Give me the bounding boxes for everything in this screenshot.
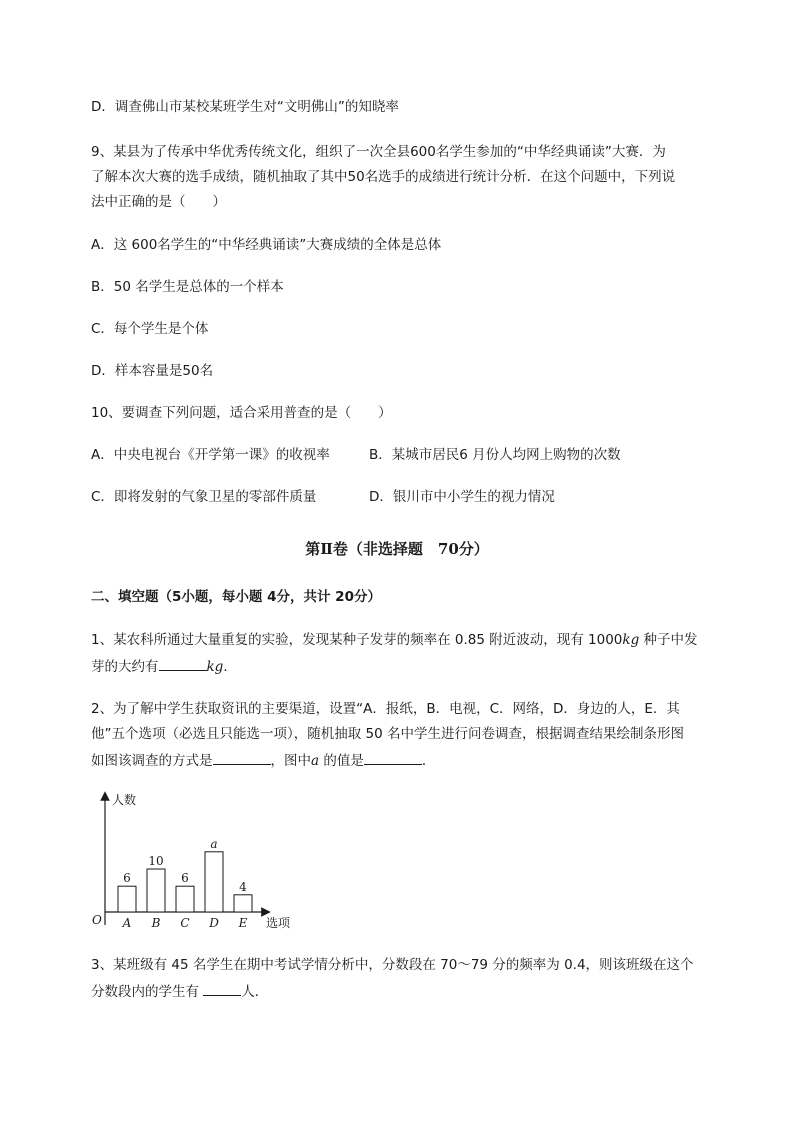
q10-option-d: D．银川市中小学生的视力情况 [369, 489, 555, 505]
section-2-title: 第Ⅱ卷（非选择题 70分） [305, 540, 489, 558]
fill-q1-text-c: 芽的大约有 [91, 659, 159, 675]
fill-q2-text-c: 的值是 [319, 753, 364, 769]
q10-option-b: B．某城市居民6 月份人均网上购物的次数 [369, 447, 621, 463]
q10-option-a: A．中央电视台《开学第一课》的收视率 [91, 447, 330, 463]
x-axis-label: 选项 [266, 916, 291, 930]
category-label-d: D [209, 916, 219, 930]
bar-a [118, 886, 136, 912]
category-label-c: C [180, 916, 190, 930]
category-label-e: E [238, 916, 248, 930]
q8-option-d: D．调查佛山市某校某班学生对“文明佛山”的知晓率 [91, 99, 399, 115]
fill-q1-unit-kg-2: kg [206, 659, 224, 675]
q10-stem: 10、要调查下列问题，适合采用普查的是（ ） [91, 405, 392, 421]
fill-q3-line-2 [91, 981, 268, 1002]
bar-b [147, 869, 165, 912]
q10-option-c: C．即将发射的气象卫星的零部件质量 [91, 489, 317, 505]
fill-q3-text-a: 分数段内的学生有 [91, 984, 204, 1000]
q9-option-b: B．50 名学生是总体的一个样本 [91, 279, 284, 295]
fill-q2-text-b: ，图中 [270, 753, 311, 769]
fill-q3-line-1: 3、某班级有 45 名学生在期中考试学情分析中，分数段在 70～79 分的频率为 0.4，则该班级在这个 [91, 957, 694, 973]
bars-group [118, 837, 252, 930]
bar-value-label-e: 4 [239, 879, 247, 894]
bar-e [234, 895, 252, 912]
category-label-a: A [122, 916, 132, 930]
q9-option-c: C．每个学生是个体 [91, 321, 209, 337]
bar-d [205, 852, 223, 912]
bar-value-label-a: 6 [123, 871, 131, 886]
fill-q2-blank-2[interactable] [364, 750, 422, 765]
fill-q2-text-a: 如图该调查的方式是 [91, 753, 213, 769]
bar-value-label-b: 10 [148, 854, 164, 868]
fill-q2-var-a: a [311, 753, 320, 769]
category-label-b: B [151, 916, 161, 930]
fill-q1-unit-kg: kg [622, 632, 640, 648]
q9-stem-line-3: 法中正确的是（ ） [91, 194, 226, 210]
bar-value-label-c: 6 [181, 871, 189, 886]
bar-value-label-d: a [210, 836, 218, 851]
q9-stem-line-2: 了解本次大赛的选手成绩，随机抽取了其中50名选手的成绩进行统计分析．在这个问题中，下列说 [91, 169, 676, 185]
fill-q3-answer-blank[interactable] [203, 981, 241, 996]
origin-label: O [92, 913, 102, 927]
fill-q1-line-2 [91, 656, 237, 677]
fill-q1-line-1 [91, 630, 698, 650]
fill-q2-end: ． [421, 753, 436, 769]
y-axis-label: 人数 [112, 793, 137, 807]
fill-q1-answer-blank[interactable] [159, 656, 207, 671]
q9-option-a: A．这 600名学生的“中华经典诵读”大赛成绩的全体是总体 [91, 237, 442, 253]
q9-option-d: D．样本容量是50名 [91, 363, 214, 379]
fill-q2-line-2: 他”五个选项（必选且只能选一项），随机抽取 50 名中学生进行问卷调查，根据调查结果绘制条形图 [91, 726, 685, 742]
fill-q1-text-b: 种子中发 [639, 632, 698, 648]
fill-q2-line-3 [91, 750, 435, 771]
fill-q2-blank-1[interactable] [213, 750, 271, 765]
fill-q3-end: 人． [241, 984, 269, 1000]
fill-q1-end: ． [223, 659, 237, 675]
fill-in-section-header: 二、填空题（5小题，每小题 4分，共计 20分） [91, 589, 381, 605]
bar-c [176, 886, 194, 912]
q9-stem-line-1: 9、某县为了传承中华优秀传统文化，组织了一次全县600名学生参加的“中华经典诵读”大赛．为 [91, 144, 666, 160]
fill-q1-text-a: 1、某农科所通过大量重复的实验，发现某种子发芽的频率在 0.85 附近波动，现有 1000 [91, 632, 623, 648]
bar-chart [88, 788, 308, 933]
fill-q2-line-1: 2、为了解中学生获取资讯的主要渠道，设置“A．报纸，B．电视，C．网络，D．身边的人，E．其 [91, 701, 680, 717]
